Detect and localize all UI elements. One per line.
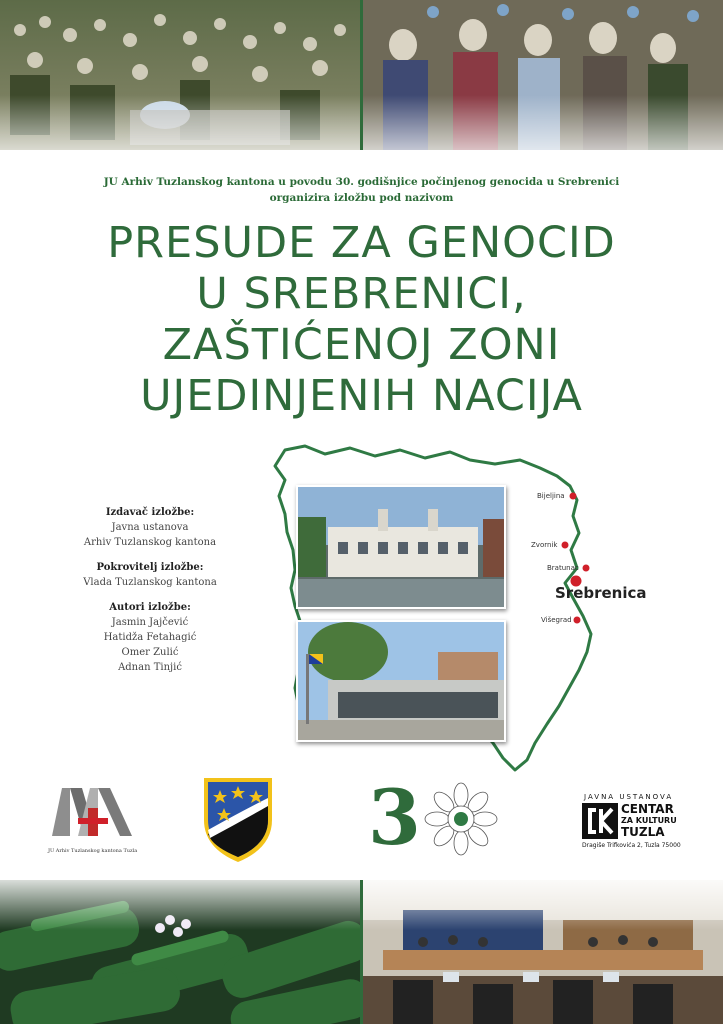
publisher-line-2: Arhiv Tuzlanskog kantona bbox=[83, 537, 217, 548]
author-2: Hatidža Fetahagić bbox=[103, 632, 197, 643]
author-3: Omer Zulić bbox=[121, 647, 179, 658]
flower-icon bbox=[423, 781, 499, 857]
city-visegrad: Višegrad bbox=[541, 616, 572, 624]
archive-logo-mark bbox=[48, 786, 138, 842]
ck-line-3: TUZLA bbox=[621, 825, 665, 839]
city-bijeljina: Bijeljina bbox=[537, 492, 565, 500]
city-srebrenica: Srebrenica bbox=[555, 584, 647, 602]
patron-heading: Pokrovitelj izložbe: bbox=[96, 562, 204, 573]
title-line-2: U SREBRENICI, bbox=[196, 269, 527, 319]
author-4: Adnan Tinjić bbox=[118, 662, 182, 673]
intro-line-1: JU Arhiv Tuzlanskog kantona u povodu 30. godišnjice počinjenog genocida u Srebrenici bbox=[103, 176, 620, 188]
marker-visegrad bbox=[574, 617, 581, 624]
ck-top-label: JAVNA USTANOVA bbox=[584, 793, 674, 801]
marker-zvornik bbox=[562, 542, 569, 549]
city-bratunac: Bratunac bbox=[547, 564, 579, 572]
city-zvornik: Zvornik bbox=[531, 541, 558, 549]
archive-logo-caption: JU Arhiv Tuzlanskog kantona Tuzla bbox=[48, 848, 138, 854]
srebrenica-flower-emblem bbox=[423, 781, 499, 857]
bottom-divider-line bbox=[360, 880, 363, 1024]
publisher-line-1: Javna ustanova bbox=[111, 522, 189, 533]
ck-line-1: CENTAR bbox=[621, 802, 674, 816]
ck-icon bbox=[582, 803, 618, 839]
title-line-4: UJEDINJENIH NACIJA bbox=[140, 371, 583, 421]
ck-line-2: ZA KULTURU bbox=[621, 816, 677, 825]
authors-heading: Autori izložbe: bbox=[109, 602, 191, 613]
author-1: Jasmin Jajčević bbox=[111, 617, 189, 628]
ck-logo-mark bbox=[582, 803, 618, 839]
tuzla-canton-coat-of-arms bbox=[200, 774, 276, 864]
archive-logo bbox=[48, 786, 138, 846]
ck-address: Dragiše Trifkovića 2, Tuzla 75000 bbox=[582, 842, 681, 849]
intro-line-2: organizira izložbu pod nazivom bbox=[269, 192, 454, 204]
title-line-1: PRESUDE ZA GENOCID bbox=[107, 218, 616, 268]
marker-bratunac bbox=[583, 565, 590, 572]
anniversary-number: 3 bbox=[368, 773, 421, 862]
marker-bijeljina bbox=[570, 493, 577, 500]
title-line-3: ZAŠTIĆENOJ ZONI bbox=[162, 320, 561, 370]
publisher-heading: Izdavač izložbe: bbox=[105, 507, 195, 518]
patron-line: Vlada Tuzlanskog kantona bbox=[83, 577, 217, 588]
coat-of-arms-shield bbox=[200, 774, 276, 864]
